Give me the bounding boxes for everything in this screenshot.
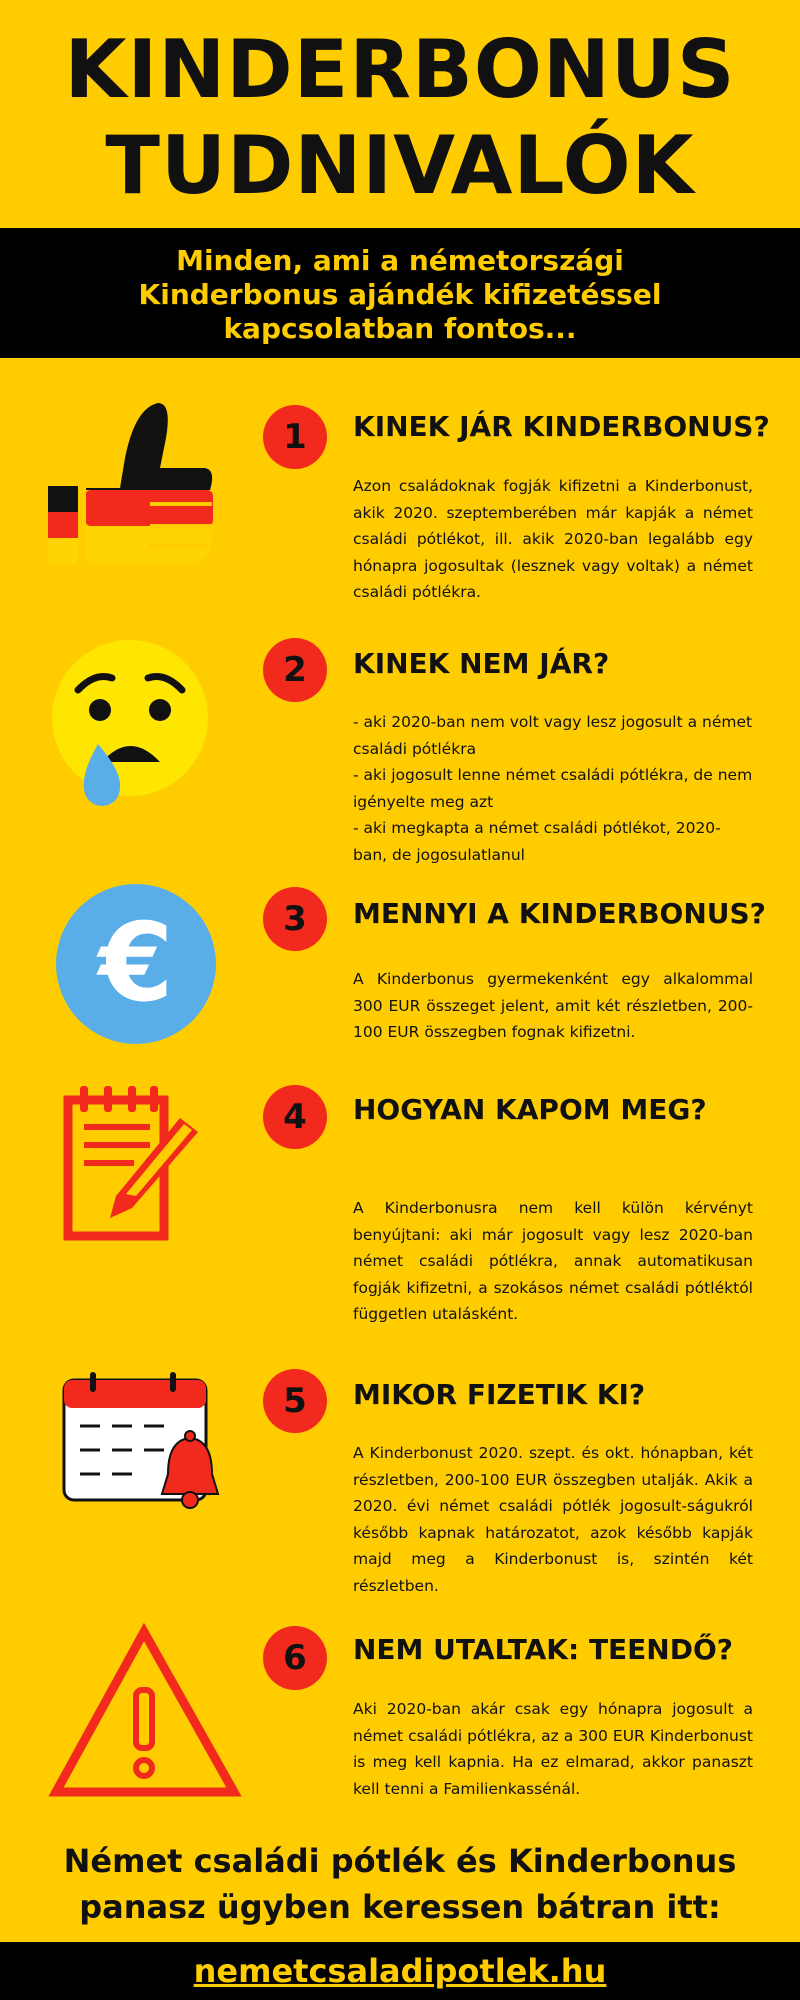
page-title-line-2: TUDNIVALÓK bbox=[105, 119, 695, 212]
section-list-2 bbox=[353, 709, 753, 868]
subtitle-text bbox=[0, 244, 800, 346]
list-item: - aki 2020-ban nem volt vagy lesz jogosult a német családi pótlékra bbox=[353, 713, 753, 758]
section-number-4: 4 bbox=[263, 1085, 327, 1149]
thumbs-up-german-flag-icon bbox=[40, 398, 220, 578]
section-text-5: A Kinderbonust 2020. szept. és okt. hónapban, két részletben, 200-100 EUR összegben utalják. Akik a 2020. évi német családi pótlék jogosult-ságukról később kapnak határozatot, azok később kapják majd meg a Kinderbonust is, szintén két részletben. bbox=[353, 1444, 753, 1595]
section-number-5: 5 bbox=[263, 1369, 327, 1433]
section-heading-5: MIKOR FIZETIK KI? bbox=[353, 1378, 646, 1411]
section-text-4: A Kinderbonusra nem kell külön kérvényt benyújtani: aki már jogosult vagy lesz 2020-ban német családi pótlékra, annak automatikusan fogják kifizetni, a szokásos német családi pótléktól független utalásként. bbox=[353, 1199, 753, 1323]
section-number-6: 6 bbox=[263, 1626, 327, 1690]
section-heading-1: KINEK JÁR KINDERBONUS? bbox=[353, 410, 770, 443]
footer-line-2: panasz ügyben keressen bátran itt: bbox=[79, 1888, 721, 1926]
section-number-1: 1 bbox=[263, 405, 327, 469]
subtitle-line-3: kapcsolatban fontos... bbox=[223, 312, 577, 345]
calendar-bell-icon bbox=[40, 1370, 220, 1550]
warning-triangle-icon bbox=[48, 1622, 248, 1802]
section-heading-3: MENNYI A KINDERBONUS? bbox=[353, 897, 766, 930]
notepad-pencil-icon bbox=[40, 1082, 220, 1262]
subtitle-line-2: Kinderbonus ajándék kifizetéssel bbox=[138, 278, 662, 311]
footer-line-1: Német családi pótlék és Kinderbonus bbox=[63, 1842, 737, 1880]
svg-text:€: € bbox=[98, 901, 174, 1026]
subtitle-banner bbox=[0, 228, 800, 358]
crying-face-icon bbox=[40, 632, 220, 812]
section-number-3: 3 bbox=[263, 887, 327, 951]
section-heading-2: KINEK NEM JÁR? bbox=[353, 647, 610, 680]
euro-coin-icon bbox=[40, 878, 220, 1058]
page-title bbox=[0, 22, 800, 214]
website-link[interactable]: nemetcsaladipotlek.hu bbox=[193, 1952, 607, 1990]
list-item: - aki jogosult lenne német családi pótlékra, de nem igényelte meg azt bbox=[353, 766, 753, 811]
footer-bar bbox=[0, 1942, 800, 2000]
section-heading-6: NEM UTALTAK: TEENDŐ? bbox=[353, 1633, 734, 1666]
subtitle-line-1: Minden, ami a németországi bbox=[176, 244, 624, 277]
section-heading-4: HOGYAN KAPOM MEG? bbox=[353, 1093, 707, 1126]
list-item: - aki megkapta a német családi pótlékot, 2020-ban, de jogosulatlanul bbox=[353, 819, 721, 864]
section-text-1: Azon családoknak fogják kifizetni a Kinderbonust, akik 2020. szeptemberében már kapják a német családi pótlékot, ill. akik 2020-ban legalább egy hónapra jogosultak (lesznek vagy voltak) a német családi pótlékra. bbox=[353, 477, 753, 601]
section-text-3: A Kinderbonus gyermekenként egy alkalommal 300 EUR összeget jelent, amit két részletben, 200-100 EUR összegben fognak kifizetni. bbox=[353, 970, 753, 1041]
section-number-2: 2 bbox=[263, 638, 327, 702]
footer-call-to-action bbox=[0, 1838, 800, 1930]
page-title-line-1: KINDERBONUS bbox=[64, 23, 736, 116]
section-text-6: Aki 2020-ban akár csak egy hónapra jogosult a német családi pótlékra, az a 300 EUR Kinderbonust is meg kell kapnia. Ha ez elmarad, akkor panaszt kell tenni a Familienkassénál. bbox=[353, 1700, 753, 1798]
